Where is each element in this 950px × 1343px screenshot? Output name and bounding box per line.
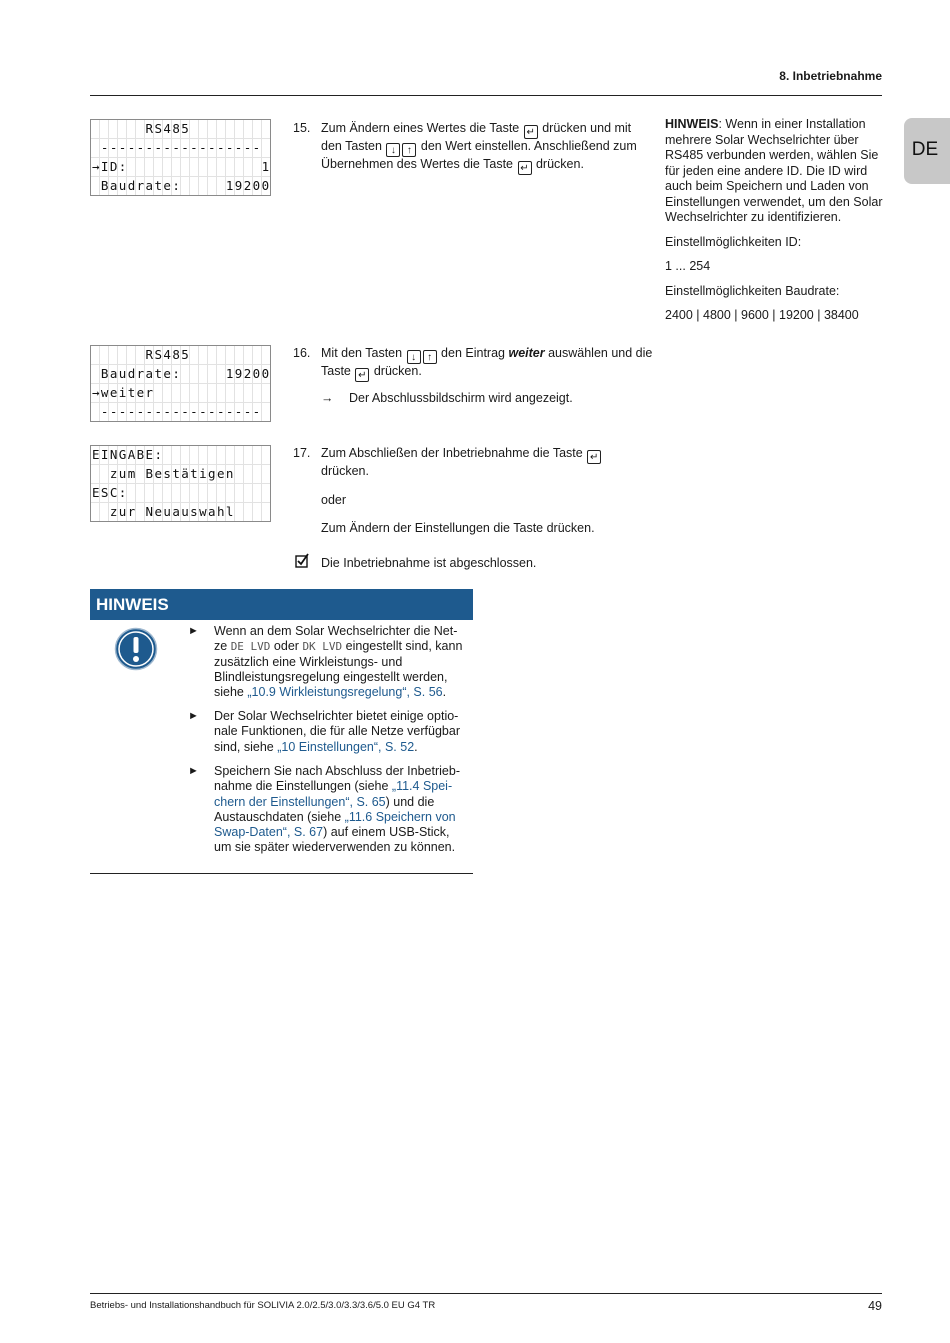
step-17 <box>293 446 653 537</box>
language-tab[interactable]: DE <box>904 118 950 184</box>
baud-options-label: Einstellmöglichkeiten Baudrate: <box>665 283 840 298</box>
checkbox-icon <box>295 553 310 571</box>
side-note <box>665 117 890 333</box>
note-text: : Wenn in einer Installation mehrere Solar Wechselrichter über RS485 verbunden werden, wählen Sie für jeden eine andere ID. Die ID wird auch beim Speichern und Laden von Einstellungen verwendet, um den Solar Wechselrichter zu identifizieren. <box>665 117 883 224</box>
hinweis-title: HINWEIS <box>90 589 473 620</box>
enter-key-icon: ↵ <box>524 125 538 139</box>
lcd-line: Baudrate: 19200 <box>91 365 270 384</box>
hinweis-bullet-3 <box>188 764 468 856</box>
bullet-text: Wenn an dem Solar Wechselrichter die Net-ze <box>214 624 458 654</box>
lcd-line: RS485 <box>91 346 270 365</box>
step-result: Der Abschlussbildschirm wird angezeigt. <box>348 391 573 405</box>
down-key-icon: ↓ <box>407 350 421 364</box>
code-text: DK LVD <box>302 640 343 654</box>
step-alternative: Zum Ändern der Einstellungen die Taste drücken. <box>321 521 595 535</box>
cross-reference-link[interactable]: „10.9 Wirkleistungsregelung“, S. 56 <box>247 685 443 700</box>
lcd-display-confirm <box>90 445 271 522</box>
step-number: 17. <box>293 446 311 460</box>
bullet-text: ) auf einem USB-Stick, um sie später wiederverwenden zu können. <box>214 825 456 855</box>
step-text: den Eintrag <box>441 346 505 360</box>
bullet-text: . <box>442 685 447 700</box>
step-number: 16. <box>293 346 311 360</box>
completion-text: Die Inbetriebnahme ist abgeschlossen. <box>321 556 537 570</box>
lcd-line: zum Bestätigen <box>91 465 270 484</box>
footer-rule <box>90 1293 882 1294</box>
lcd-display-rs485-id <box>90 119 271 196</box>
enter-key-icon: ↵ <box>518 161 532 175</box>
bullet-text: Speichern Sie nach Abschluss der Inbetrieb-nahme die Einstellungen (siehe <box>214 764 460 794</box>
header-rule <box>90 95 882 96</box>
down-key-icon: ↓ <box>386 143 400 157</box>
cross-reference-link[interactable]: „11.6 Speichern von Swap-Daten“, S. 67 <box>214 809 456 840</box>
note-label: HINWEIS <box>665 117 719 131</box>
bullet-text: oder <box>273 639 299 654</box>
lcd-line: ------------------ <box>91 139 270 158</box>
bullet-arrow-icon: ► <box>188 625 199 637</box>
baud-options-values: 2400 | 4800 | 9600 | 19200 | 38400 <box>665 308 859 322</box>
step-number: 15. <box>293 121 311 135</box>
lcd-display-rs485-weiter <box>90 345 271 422</box>
hinweis-bullet-2 <box>188 709 468 755</box>
step-text: den Wert einstellen. Anschließend zum Übernehmen des Wertes die Taste <box>321 139 637 171</box>
bullet-text: eingestellt sind, kann zusätzlich eine Wirkleistungs- und Blindleistungsregelung eingestellt werden, siehe <box>214 639 463 700</box>
hinweis-bullet-1 <box>188 624 468 700</box>
step-text: Zum Ändern eines Wertes die Taste <box>321 121 520 135</box>
step-text: drücken und mit den Tasten <box>321 121 632 153</box>
lcd-line: →ID: 1 <box>91 158 270 177</box>
exclamation-icon <box>114 627 158 674</box>
id-options-label: Einstellmöglichkeiten ID: <box>665 234 802 249</box>
footer-title: Betriebs- und Installationshandbuch für SOLIVIA 2.0/2.5/3.0/3.3/3.6/5.0 EU G4 TR <box>90 1300 436 1311</box>
code-text: DE LVD <box>230 640 271 654</box>
section-title: 8. Inbetriebnahme <box>779 69 882 83</box>
enter-key-icon: ↵ <box>587 450 601 464</box>
up-key-icon: ↑ <box>402 143 416 157</box>
bullet-arrow-icon: ► <box>188 765 199 777</box>
lcd-line: ESC: <box>91 484 270 503</box>
step-text: Mit den Tasten <box>321 346 403 360</box>
step-or: oder <box>321 492 347 507</box>
hinweis-bottom-rule <box>90 873 473 874</box>
bullet-text: Der Solar Wechselrichter bietet einige optio-nale Funktionen, die für alle Netze verfügbar sind, siehe <box>214 709 460 754</box>
up-key-icon: ↑ <box>423 350 437 364</box>
step-text: auswählen und die Taste <box>321 346 653 378</box>
lcd-line: zur Neuauswahl <box>92 504 235 519</box>
page-number: 49 <box>868 1299 882 1313</box>
lcd-line: ------------------ <box>92 404 262 419</box>
result-arrow-icon: → <box>321 391 334 405</box>
lcd-line: EINGABE: <box>91 446 270 465</box>
step-16 <box>293 346 653 407</box>
bullet-text: ) und die Austauschdaten (siehe <box>214 794 435 824</box>
bullet-arrow-icon: ► <box>188 710 199 722</box>
cross-reference-link[interactable]: „11.4 Spei-chern der Einstellungen“, S. 65 <box>214 779 453 809</box>
step-text: drücken. <box>373 364 422 378</box>
enter-key-icon: ↵ <box>355 368 369 382</box>
step-text: drücken. <box>321 464 369 478</box>
id-options-values: 1 ... 254 <box>665 259 711 273</box>
bullet-text: . <box>414 739 418 754</box>
lcd-line: →weiter <box>91 384 270 403</box>
cross-reference-link[interactable]: „10 Einstellungen“, S. 52 <box>277 739 415 754</box>
step-keyword: weiter <box>508 346 545 360</box>
step-text: Zum Abschließen der Inbetriebnahme die Taste <box>321 446 583 460</box>
step-15 <box>293 121 653 175</box>
step-text: drücken. <box>535 157 584 171</box>
lcd-line: Baudrate: 19200 <box>92 178 271 193</box>
lcd-line: RS485 <box>91 120 270 139</box>
